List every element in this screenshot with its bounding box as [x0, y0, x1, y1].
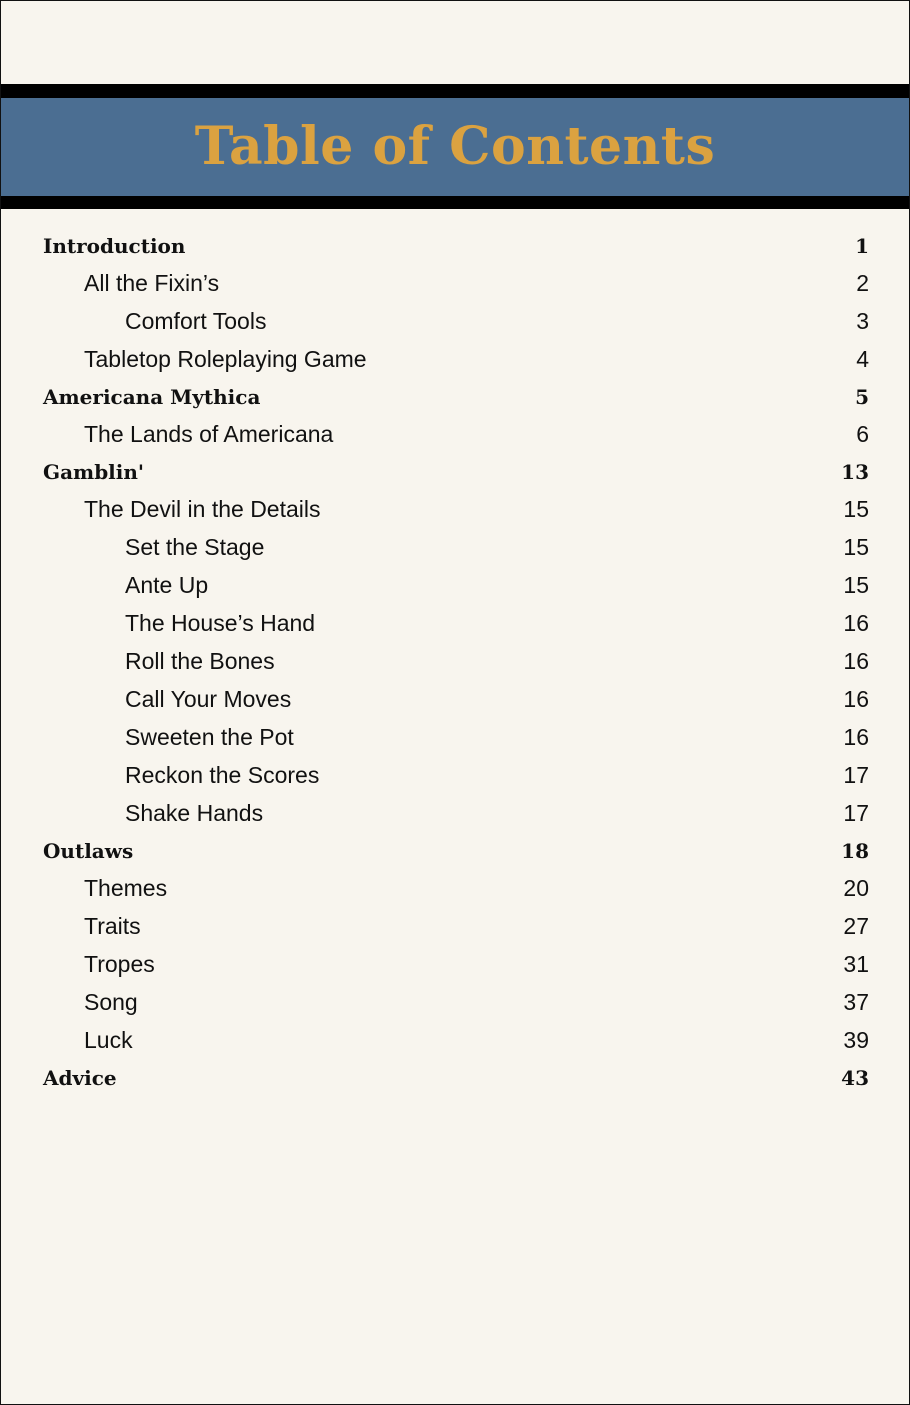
toc-section-row[interactable] — [43, 340, 869, 378]
toc-section-row[interactable] — [43, 945, 869, 983]
toc-entry-label: Themes — [84, 874, 168, 901]
toc-entry-label: Ante Up — [125, 571, 209, 598]
toc-entry-label: The Lands of Americana — [84, 420, 334, 447]
toc-page-number: 31 — [843, 950, 869, 977]
title-banner — [1, 84, 909, 209]
toc-entry-label: Reckon the Scores — [125, 761, 320, 788]
toc-entry-label: Traits — [84, 912, 141, 939]
toc-entry-label: Song — [84, 988, 138, 1015]
toc-subsection-row[interactable] — [43, 718, 869, 756]
toc-page-number: 5 — [855, 384, 869, 409]
toc-entry-label: The House’s Hand — [125, 609, 316, 636]
toc-entry-label: Shake Hands — [125, 799, 264, 826]
toc-entry-label: Introduction — [43, 233, 186, 258]
toc-section-row[interactable] — [43, 907, 869, 945]
toc-chapter-row[interactable] — [43, 1059, 869, 1096]
toc-page-number: 37 — [843, 988, 869, 1015]
toc-page-number: 18 — [841, 838, 869, 863]
toc-page-number: 16 — [843, 723, 869, 750]
toc-page-number: 39 — [843, 1026, 869, 1053]
toc-subsection-row[interactable] — [43, 528, 869, 566]
toc-entry-label: Advice — [43, 1065, 117, 1090]
toc-page-number: 2 — [856, 269, 869, 296]
toc-entry-label: Gamblin' — [43, 459, 145, 484]
toc-entry-label: Set the Stage — [125, 533, 265, 560]
toc-page-number: 4 — [856, 345, 869, 372]
toc-chapter-row[interactable] — [43, 832, 869, 869]
toc-page-number: 15 — [843, 495, 869, 522]
toc-chapter-row[interactable] — [43, 378, 869, 415]
toc-page-number: 16 — [843, 647, 869, 674]
toc-entry-label: All the Fixin’s — [84, 269, 220, 296]
toc-section-row[interactable] — [43, 490, 869, 528]
toc-entry-label: Outlaws — [43, 838, 134, 863]
toc-subsection-row[interactable] — [43, 756, 869, 794]
toc-page-number: 15 — [843, 571, 869, 598]
toc-entry-label: Tabletop Roleplaying Game — [84, 345, 367, 372]
toc-section-row[interactable] — [43, 869, 869, 907]
toc-section-row[interactable] — [43, 264, 869, 302]
toc-page-number: 13 — [841, 459, 869, 484]
toc-page-number: 20 — [843, 874, 869, 901]
toc-page-number: 1 — [855, 233, 869, 258]
toc-page-number: 43 — [841, 1065, 869, 1090]
toc-subsection-row[interactable] — [43, 604, 869, 642]
toc-entry-label: Comfort Tools — [125, 307, 267, 334]
toc-page-number: 16 — [843, 685, 869, 712]
toc-subsection-row[interactable] — [43, 566, 869, 604]
toc-entry-label: Luck — [84, 1026, 133, 1053]
toc-entry-label: Sweeten the Pot — [125, 723, 294, 750]
toc-page-number: 15 — [843, 533, 869, 560]
toc-entry-label: Roll the Bones — [125, 647, 275, 674]
toc-entry-label: Call Your Moves — [125, 685, 292, 712]
toc-chapter-row[interactable] — [43, 453, 869, 490]
toc-page-number: 17 — [843, 761, 869, 788]
toc-section-row[interactable] — [43, 1021, 869, 1059]
toc-entry-label: Americana Mythica — [43, 384, 261, 409]
toc-page-number: 6 — [856, 420, 869, 447]
toc-section-row[interactable] — [43, 983, 869, 1021]
table-of-contents — [43, 227, 869, 1096]
page-title: Table of Contents — [194, 115, 716, 177]
toc-subsection-row[interactable] — [43, 680, 869, 718]
toc-subsection-row[interactable] — [43, 642, 869, 680]
toc-entry-label: The Devil in the Details — [84, 495, 321, 522]
title-banner-band — [1, 98, 909, 196]
toc-page-number: 3 — [856, 307, 869, 334]
toc-subsection-row[interactable] — [43, 794, 869, 832]
toc-section-row[interactable] — [43, 415, 869, 453]
toc-entry-label: Tropes — [84, 950, 155, 977]
toc-chapter-row[interactable] — [43, 227, 869, 264]
toc-page-number: 16 — [843, 609, 869, 636]
toc-page-number: 17 — [843, 799, 869, 826]
toc-subsection-row[interactable] — [43, 302, 869, 340]
toc-page-number: 27 — [843, 912, 869, 939]
